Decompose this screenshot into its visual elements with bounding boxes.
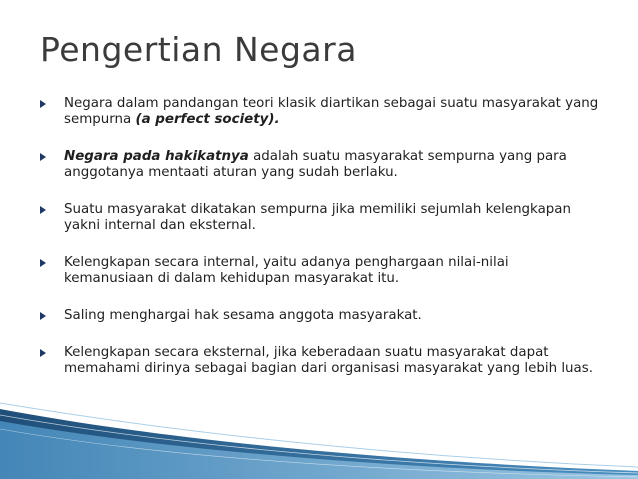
triangle-bullet-icon <box>40 349 46 357</box>
triangle-bullet-icon <box>40 259 46 267</box>
bullet-emphasis: (a perfect society). <box>135 112 280 127</box>
wave-line-1 <box>0 403 638 467</box>
wave-line-2 <box>0 415 638 473</box>
bullet-item <box>40 308 600 324</box>
wave-decoration <box>0 399 638 479</box>
wave-band-light <box>0 421 638 479</box>
bullet-item <box>40 202 600 234</box>
wave-line-3 <box>0 429 638 477</box>
bullet-text: Kelengkapan secara eksternal, jika keberadaan suatu masyarakat dapat memahami dirinya sebagai bagian dari organisasi masyarakat yang lebih luas. <box>64 345 593 376</box>
bullet-item <box>40 345 600 377</box>
bullet-text: adalah suatu masyarakat sempurna yang para anggotanya mentaati aturan yang sudah berlaku. <box>64 149 567 180</box>
bullet-item <box>40 149 600 181</box>
bullet-item <box>40 255 600 287</box>
triangle-bullet-icon <box>40 153 46 161</box>
triangle-bullet-icon <box>40 206 46 214</box>
bullet-text: Kelengkapan secara internal, yaitu adanya penghargaan nilai-nilai kemanusiaan di dalam kehidupan masyarakat itu. <box>64 255 509 286</box>
wave-band-dark <box>0 409 638 479</box>
triangle-bullet-icon <box>40 100 46 108</box>
slide-title: Pengertian Negara <box>40 30 357 69</box>
bullet-item <box>40 96 600 128</box>
bullet-list <box>40 96 600 398</box>
bullet-text: Suatu masyarakat dikatakan sempurna jika memiliki sejumlah kelengkapan yakni internal dan eksternal. <box>64 202 571 233</box>
triangle-bullet-icon <box>40 312 46 320</box>
bullet-emphasis: Negara pada hakikatnya <box>64 149 249 164</box>
bullet-text: Negara dalam pandangan teori klasik diartikan sebagai suatu masyarakat yang sempurna <box>64 96 599 127</box>
bullet-text: Saling menghargai hak sesama anggota masyarakat. <box>64 308 422 323</box>
